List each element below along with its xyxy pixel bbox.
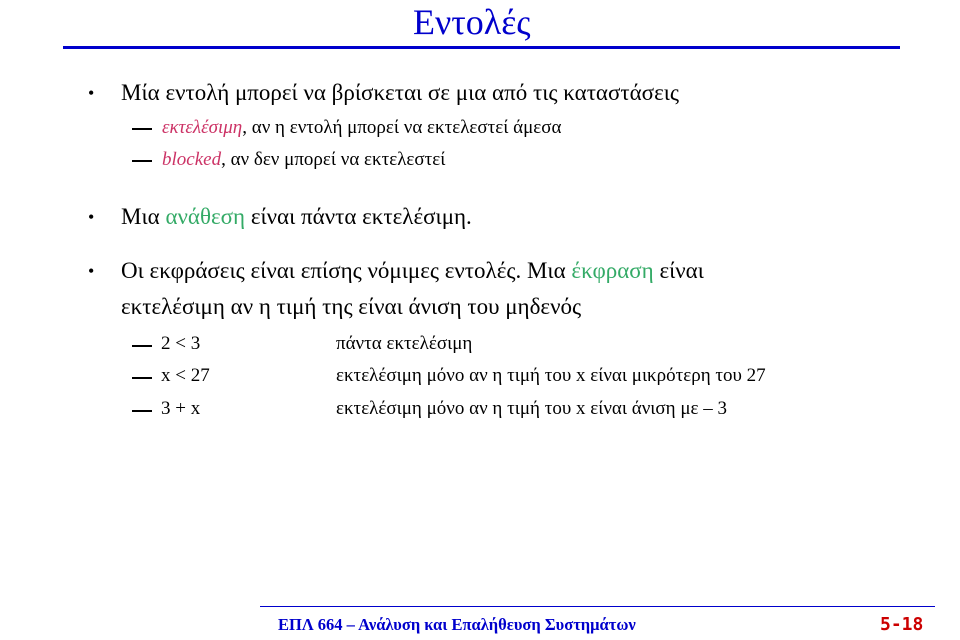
- bullet-marker: •: [88, 83, 95, 103]
- assignment-term: ανάθεση: [165, 204, 246, 229]
- bullet-3-text: [121, 258, 704, 284]
- bullet-3-prefix: Οι εκφράσεις είναι επίσης νόμιμες εντολές. Μια: [121, 258, 572, 283]
- example-desc: πάντα εκτελέσιμη: [336, 333, 473, 354]
- bullet-2-text: [121, 204, 472, 230]
- page-number: 5-18: [880, 614, 924, 635]
- footer-course-title: ΕΠΛ 664 – Ανάλυση και Επαλήθευση Συστημάτων: [278, 615, 636, 634]
- state-executable-desc: , αν η εντολή μπορεί να εκτελεστεί άμεσα: [242, 117, 562, 138]
- bullet-1-sub-1: [162, 115, 561, 141]
- example-desc: εκτελέσιμη μόνο αν η τιμή του x είναι μικρότερη του 27: [336, 365, 766, 386]
- footer-rule: [260, 606, 935, 607]
- state-blocked-term: blocked: [162, 149, 222, 170]
- sub-dash: [132, 128, 152, 130]
- state-executable-term: εκτελέσιμη: [162, 117, 243, 138]
- bullet-marker: •: [88, 207, 95, 227]
- example-expr: 2 < 3: [161, 333, 201, 354]
- sub-dash: [132, 410, 152, 412]
- bullet-marker: •: [88, 261, 95, 281]
- example-expr: x < 27: [161, 365, 210, 386]
- example-expr: 3 + x: [161, 398, 201, 419]
- bullet-1-text: Μία εντολή μπορεί να βρίσκεται σε μια από τις καταστάσεις: [121, 80, 680, 105]
- bullet-2-rest: είναι πάντα εκτελέσιμη.: [245, 204, 472, 229]
- sub-dash: [132, 345, 152, 347]
- bullet-3-continuation: εκτελέσιμη αν η τιμή της είναι άνιση του μηδενός: [121, 294, 582, 319]
- bullet-1-sub-2: [162, 147, 445, 173]
- bullet-2-prefix: Μια: [121, 204, 166, 229]
- title-underline: [63, 46, 900, 49]
- expression-term: έκφραση: [571, 258, 654, 283]
- state-blocked-desc: , αν δεν μπορεί να εκτελεστεί: [221, 149, 446, 170]
- example-desc: εκτελέσιμη μόνο αν η τιμή του x είναι άνιση με – 3: [336, 398, 728, 419]
- sub-dash: [132, 160, 152, 162]
- bullet-3-rest: είναι: [653, 258, 704, 283]
- sub-dash: [132, 377, 152, 379]
- slide-title: Εντολές: [413, 2, 531, 42]
